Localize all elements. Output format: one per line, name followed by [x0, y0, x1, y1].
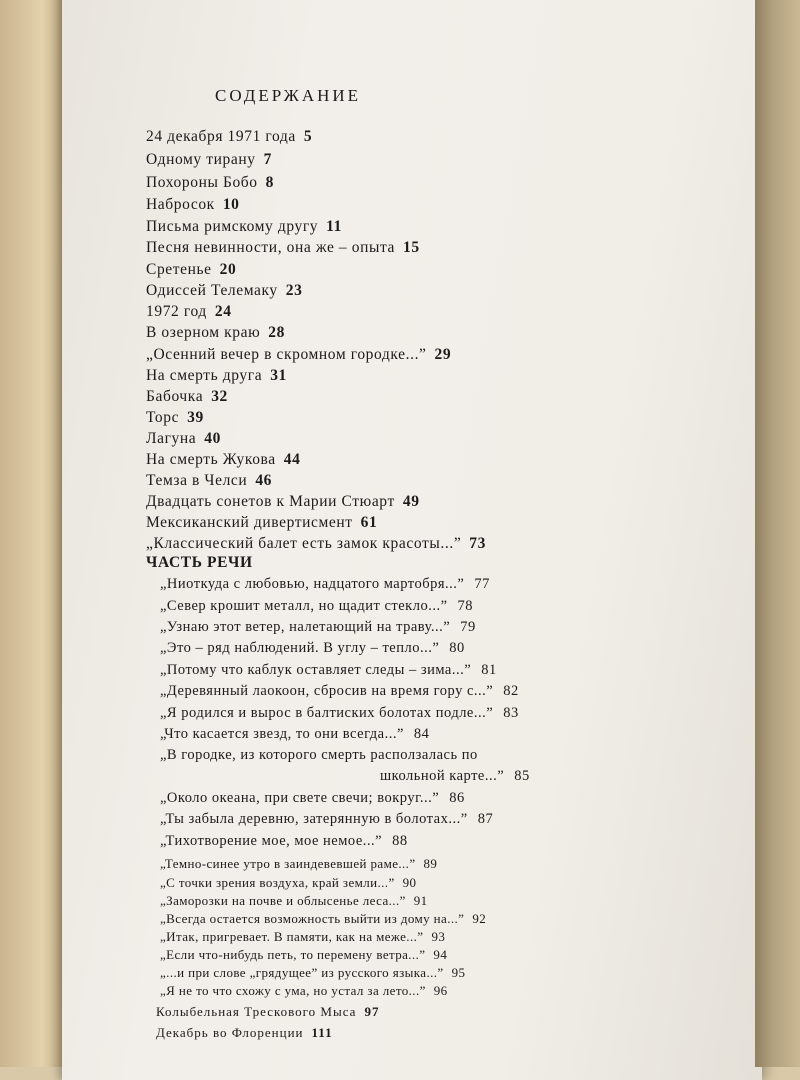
toc-entry [146, 303, 232, 321]
toc-entry [146, 430, 221, 448]
entry-page: 84 [413, 726, 430, 742]
entry-page: 83 [503, 705, 519, 721]
entry-page: 87 [477, 811, 494, 827]
toc-subentry [160, 683, 519, 700]
entry-title: „В городке, из которого смерть расползалась по [160, 747, 478, 763]
toc-subentry [160, 790, 465, 807]
entry-page: 10 [222, 196, 240, 213]
entry-page: 111 [311, 1025, 333, 1040]
section-heading: ЧАСТЬ РЕЧИ [146, 554, 253, 571]
entry-page: 11 [326, 218, 343, 235]
entry-page: 77 [474, 576, 490, 592]
toc-subentry [160, 747, 488, 764]
toc-subentry [160, 833, 408, 850]
entry-page: 39 [187, 409, 204, 426]
entry-title: Декабрь во Флоренции [156, 1025, 304, 1040]
entry-title: Одиссей Телемаку [146, 282, 278, 299]
entry-title: На смерть Жукова [146, 451, 276, 468]
toc-entry [146, 451, 300, 469]
entry-title: „Классический балет есть замок красоты...” [146, 535, 462, 552]
toc-subentry [160, 856, 437, 872]
entry-page: 96 [433, 983, 448, 998]
entry-page: 92 [472, 911, 487, 926]
entry-page: 90 [402, 875, 417, 890]
entry-page: 23 [285, 282, 303, 299]
toc-entry [146, 218, 342, 236]
entry-page: 5 [303, 128, 313, 145]
entry-page: 91 [413, 893, 428, 908]
entry-title: Темза в Челси [146, 472, 248, 489]
entry-page: 24 [214, 303, 232, 320]
toc-entry [146, 346, 451, 364]
toc-entry [146, 151, 272, 169]
toc-subentry [160, 598, 473, 615]
toc-entry [146, 261, 236, 279]
entry-page: 97 [364, 1004, 380, 1019]
entry-page: 31 [270, 367, 287, 384]
entry-title: „Север крошит металл, но щадит стекло...” [160, 598, 448, 614]
entry-page: 78 [457, 598, 474, 614]
entry-title: „Темно-синее утро в заиндевевшей раме...” [160, 856, 416, 871]
entry-title: „Если что-нибудь петь, то перемену ветра...” [160, 947, 426, 962]
toc-entry [156, 1004, 379, 1020]
entry-title: Мексиканский дивертисмент [146, 514, 353, 531]
toc-subentry [160, 576, 490, 593]
toc-entry [146, 409, 204, 427]
entry-title: „Узнаю этот ветер, налетающий на траву...” [160, 619, 451, 635]
entry-page: 8 [265, 174, 274, 191]
toc-subentry [160, 662, 497, 679]
entry-page: 85 [514, 768, 530, 784]
entry-page: 93 [431, 929, 446, 944]
entry-page: 73 [469, 535, 486, 552]
entry-title: Набросок [146, 196, 215, 213]
toc-entry [146, 128, 312, 146]
entry-title: „Ты забыла деревню, затерянную в болотах...” [160, 811, 468, 827]
toc-entry [146, 535, 486, 553]
toc-entry [146, 324, 285, 342]
entry-title: школьной карте...” [380, 768, 505, 784]
entry-title: „Ниоткуда с любовью, надцатого мартобря...” [160, 576, 465, 592]
entry-page: 46 [255, 472, 273, 489]
entry-title: „Я родился и вырос в балтиских болотах подле...” [160, 705, 494, 721]
entry-title: 24 декабря 1971 года [146, 128, 296, 145]
toc-subentry [160, 619, 476, 636]
entry-page: 61 [360, 514, 378, 531]
toc-subentry [160, 929, 445, 945]
toc-subentry [160, 705, 519, 722]
entry-title: „Это – ряд наблюдений. В углу – тепло...” [160, 640, 440, 656]
entry-page: 88 [392, 833, 408, 849]
entry-page: 20 [219, 261, 237, 278]
entry-title: „Я не то что схожу с ума, но устал за лето...” [160, 983, 426, 998]
toc-subentry-continuation [380, 768, 530, 785]
entry-title: Похороны Бобо [146, 174, 258, 191]
entry-page: 80 [449, 640, 465, 656]
entry-page: 44 [283, 451, 301, 468]
toc-entry [146, 239, 420, 257]
entry-title: Одному тирану [146, 151, 256, 168]
entry-title: „Всегда остается возможность выйти из дому на...” [160, 911, 465, 926]
entry-page: 79 [460, 619, 476, 635]
toc-entry [146, 282, 303, 300]
entry-title: Лагуна [146, 430, 197, 447]
page-title: СОДЕРЖАНИЕ [215, 86, 362, 105]
entry-title: Письма римскому другу [146, 218, 319, 235]
toc-entry [146, 493, 420, 511]
entry-page: 49 [402, 493, 420, 510]
entry-page: 86 [449, 790, 465, 806]
entry-title: „Что касается звезд, то они всегда...” [160, 726, 404, 742]
toc-entry [146, 367, 287, 385]
entry-page: 29 [434, 346, 452, 363]
entry-page: 28 [268, 324, 285, 341]
toc-entry [156, 1025, 333, 1041]
entry-title: На смерть друга [146, 367, 263, 384]
entry-title: Колыбельная Трескового Мыса [156, 1004, 357, 1019]
entry-title: „Осенний вечер в скромном городке...” [146, 346, 427, 363]
toc-subentry [160, 811, 493, 828]
toc-subentry [160, 947, 447, 963]
entry-title: „Около океана, при свете свечи; вокруг...” [160, 790, 440, 806]
entry-page: 15 [403, 239, 420, 256]
toc-entry [146, 196, 240, 214]
toc-entry [146, 472, 272, 490]
entry-title: Бабочка [146, 388, 204, 405]
entry-title: Сретенье [146, 261, 212, 278]
entry-title: „Итак, пригревает. В памяти, как на меже...” [160, 929, 424, 944]
entry-title: „С точки зрения воздуха, край земли...” [160, 875, 395, 890]
entry-title: „Деревянный лаокоон, сбросив на время гору с...” [160, 683, 494, 699]
entry-title: 1972 год [146, 303, 207, 320]
entry-title: „...и при слове „грядущее” из русского языка...” [160, 965, 444, 980]
entry-page: 89 [423, 856, 438, 871]
toc-subentry [160, 983, 448, 999]
entry-title: „Потому что каблук оставляет следы – зима...” [160, 662, 472, 678]
toc-entry [146, 174, 274, 192]
entry-page: 94 [433, 947, 448, 962]
toc-subentry [160, 875, 416, 891]
toc-subentry [160, 965, 465, 981]
toc-entry [146, 388, 228, 406]
entry-title: Торс [146, 409, 180, 426]
entry-page: 7 [263, 151, 272, 168]
entry-title: Песня невинности, она же – опыта [146, 239, 396, 256]
toc-subentry [160, 911, 486, 927]
entry-page: 81 [481, 662, 497, 678]
entry-page: 40 [204, 430, 221, 447]
toc-entry [146, 514, 377, 532]
entry-page: 32 [211, 388, 228, 405]
entry-title: В озерном краю [146, 324, 261, 341]
entry-title: „Заморозки на почве и облысенье леса...” [160, 893, 406, 908]
entry-title: Двадцать сонетов к Марии Стюарт [146, 493, 395, 510]
toc-subentry [160, 726, 429, 743]
entry-page: 95 [451, 965, 466, 980]
entry-title: „Тихотворение мое, мое немое...” [160, 833, 383, 849]
entry-page: 82 [503, 683, 519, 699]
toc-subentry [160, 893, 428, 909]
toc-subentry [160, 640, 465, 657]
